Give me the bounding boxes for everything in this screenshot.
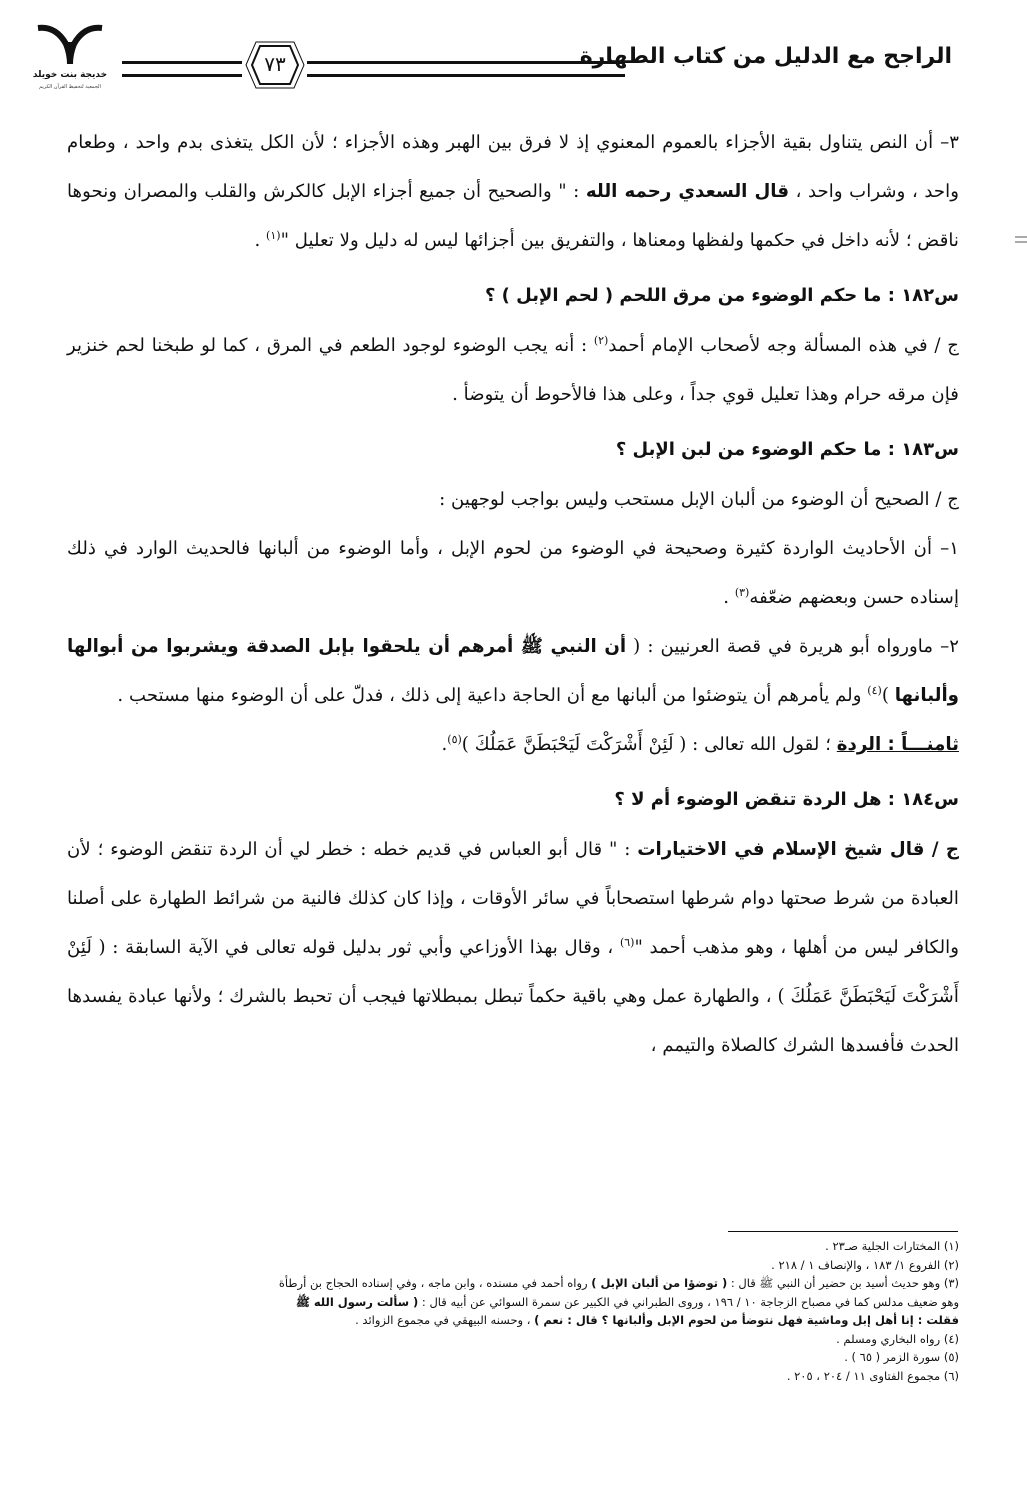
bold-text: ( سألت رسول الله ﷺ bbox=[295, 1294, 419, 1309]
paragraph-point-3 bbox=[67, 118, 959, 265]
footnotes bbox=[59, 1237, 959, 1385]
footnote-1: (١) المختارات الجلية صـ٢٣ . bbox=[825, 1239, 959, 1253]
eighth-nullifier bbox=[67, 720, 959, 769]
footnote-ref: (٦) bbox=[619, 935, 635, 949]
scan-mark bbox=[1015, 236, 1027, 238]
header-rule bbox=[122, 61, 242, 77]
question-183: س١٨٣ : ما حكم الوضوء من لبن الإبل ؟ bbox=[615, 439, 959, 460]
header-rule bbox=[307, 61, 625, 77]
footnote-ref: (٤) bbox=[867, 683, 882, 697]
answer-183-point-1 bbox=[67, 524, 959, 622]
footnote-3-line-3 bbox=[59, 1311, 959, 1330]
footnote-ref: (٢) bbox=[593, 333, 609, 347]
footnote-ref: (٥) bbox=[447, 732, 462, 746]
footnote-5: (٥) سورة الزمر ( ٦٥ ) . bbox=[844, 1350, 959, 1364]
footnote-3-line-2 bbox=[59, 1293, 959, 1312]
bold-text: ج / قال شيخ الإسلام في الاختيارات bbox=[637, 839, 959, 860]
bold-text: قال السعدي رحمه الله bbox=[585, 181, 790, 202]
footnote-separator bbox=[728, 1231, 958, 1232]
text: : " قال أبو العباس في قديم خطه : خطر لي أن الردة تنقض الوضوء ؛ لأن العبادة من شرط صحتها دوام شرطها استصحاباً في سائر الأوقات ، وإذا كان كذلك فالنية من شرائط الطهارة على أصلنا والكافر ليس من أهلها ، وهو مذهب أحمد " bbox=[67, 839, 959, 958]
text: ٣– أن النص يتناول بقية الأجزاء بالعموم المعنوي إذ لا فرق بين الهبر وهذه الأجزاء ؛ لأن الكل يتغذى بدم واحد ، وطعام واحد ، وشراب واحد ، bbox=[67, 132, 959, 202]
question-182: س١٨٢ : ما حكم الوضوء من مرق اللحم ( لحم الإبل ) ؟ bbox=[484, 285, 959, 306]
logo-emblem-icon bbox=[30, 18, 110, 70]
text: ، وقال بهذا الأوزاعي وأبي ثور بدليل قوله تعالى في الآية السابقة : ( bbox=[91, 937, 620, 958]
footnote-4: (٤) رواه البخاري ومسلم . bbox=[836, 1331, 959, 1346]
text: . bbox=[254, 230, 267, 251]
scan-mark bbox=[1015, 241, 1027, 243]
logo-subtitle: الجمعية لتحفيظ القرآن الكريم bbox=[39, 84, 101, 90]
text: : أنه يجب الوضوء لوجود الطعم في المرق ، كما لو طبخنا لحم خنزير فإن مرقه حرام وهذا تعليل قوي جداً ، وعلى هذا فالأحوط أن يتوضأ . bbox=[67, 335, 959, 405]
text: ١– أن الأحاديث الواردة كثيرة وصحيحة في الوضوء من لحوم الإبل ، وأما الوضوء من ألبانها فالحديث الوارد في ذلك إسناده حسن وبعضهم ضعّفه bbox=[67, 538, 959, 608]
bold-text: ( توضؤا من ألبان الإبل ) bbox=[591, 1276, 728, 1290]
text: ٢– ماورواه أبو هريرة في قصة العرنيين : ( bbox=[626, 636, 959, 657]
footnote-3 bbox=[59, 1274, 959, 1293]
footnote-ref: (١) bbox=[266, 228, 281, 242]
text: . bbox=[441, 734, 448, 755]
page-header bbox=[12, 18, 1012, 108]
question-184: س١٨٤ : هل الردة تنقض الوضوء أم لا ؟ bbox=[614, 789, 959, 810]
text: (٣) وهو حديث أسيد بن حضير أن النبي ﷺ قال : bbox=[727, 1276, 959, 1290]
text: ولم يأمرهم أن يتوضئوا من ألبانها مع أن الحاجة داعية إلى ذلك ، فدلّ على أن الوضوء منها مستحب . bbox=[117, 685, 868, 706]
publisher-logo bbox=[30, 18, 110, 108]
answer-182 bbox=[67, 321, 959, 419]
book-title: الراجح مع الدليل من كتاب الطهارة bbox=[579, 44, 952, 69]
text: ج / في هذه المسألة وجه لأصحاب الإمام أحمد bbox=[608, 335, 959, 356]
text: ) ، والطهارة عمل وهي باقية حكماً تبطل بمبطلاتها فيجب أن تحبط بالشرك ؛ ولأنها عبادة يفسدها الحدث فأفسدها الشرك كالصلاة والتيمم ، bbox=[67, 986, 959, 1056]
quran-verse: لَئِنْ أَشْرَكْتَ لَيَحْبَطَنَّ عَمَلُكَ bbox=[67, 937, 959, 1007]
quran-verse: لَئِنْ أَشْرَكْتَ لَيَحْبَطَنَّ عَمَلُكَ bbox=[474, 734, 674, 755]
text: رواه أحمد في مسنده ، وابن ماجه ، وفي إسناده الحجاج بن أرطأة bbox=[278, 1276, 592, 1290]
section-label: ثامنـــاً : الردة bbox=[836, 734, 959, 755]
footnote-ref: (٣) bbox=[734, 585, 750, 599]
text: ) bbox=[881, 685, 895, 706]
answer-183-point-2 bbox=[67, 622, 959, 720]
answer-184 bbox=[67, 825, 959, 1070]
page-content bbox=[67, 118, 959, 1070]
answer-183: ج / الصحيح أن الوضوء من ألبان الإبل مستحب وليس بواجب لوجهين : bbox=[439, 489, 959, 510]
footnote-6: (٦) مجموع الفتاوى ١١ / ٢٠٤ ، ٢٠٥ . bbox=[786, 1368, 959, 1383]
text: ) bbox=[461, 734, 475, 755]
page-number: ٧٣ bbox=[264, 52, 286, 76]
text: ، وحسنه البيهقي في مجموع الزوائد . bbox=[355, 1313, 535, 1327]
text: : " والصحيح أن جميع أجزاء الإبل كالكرش والقلب والمصران ونحوها ناقض ؛ لأنه داخل في حكمها ولفظها ومعناها ، والتفريق بين أجزائها ليس له دليل ولا تعليل " bbox=[67, 181, 959, 251]
logo-name: خديجة بنت خويلد bbox=[32, 70, 108, 80]
text: . bbox=[723, 587, 735, 608]
hadith-text: أن النبي ﷺ أمرهم أن يلحقوا بإبل الصدقة ويشربوا من أبوالها وألبانها bbox=[67, 636, 959, 706]
footnote-2: (٢) الفروع ١/ ١٨٣ ، والإنصاف ١ / ٢١٨ . bbox=[771, 1257, 959, 1272]
page-number-badge bbox=[244, 40, 306, 90]
text: وهو ضعيف مدلس كما في مصباح الزجاجة ١٠ / ١٩٦ ، وروى الطبراني في الكبير عن سمرة السوائي عن أبيه قال : bbox=[418, 1294, 959, 1309]
bold-text: فقلت : إنا أهل إبل وماشية فهل نتوضأ من لحوم الإبل وألبانها ؟ قال : نعم ) bbox=[534, 1313, 959, 1327]
text: ؛ لقول الله تعالى : ( bbox=[673, 734, 837, 755]
